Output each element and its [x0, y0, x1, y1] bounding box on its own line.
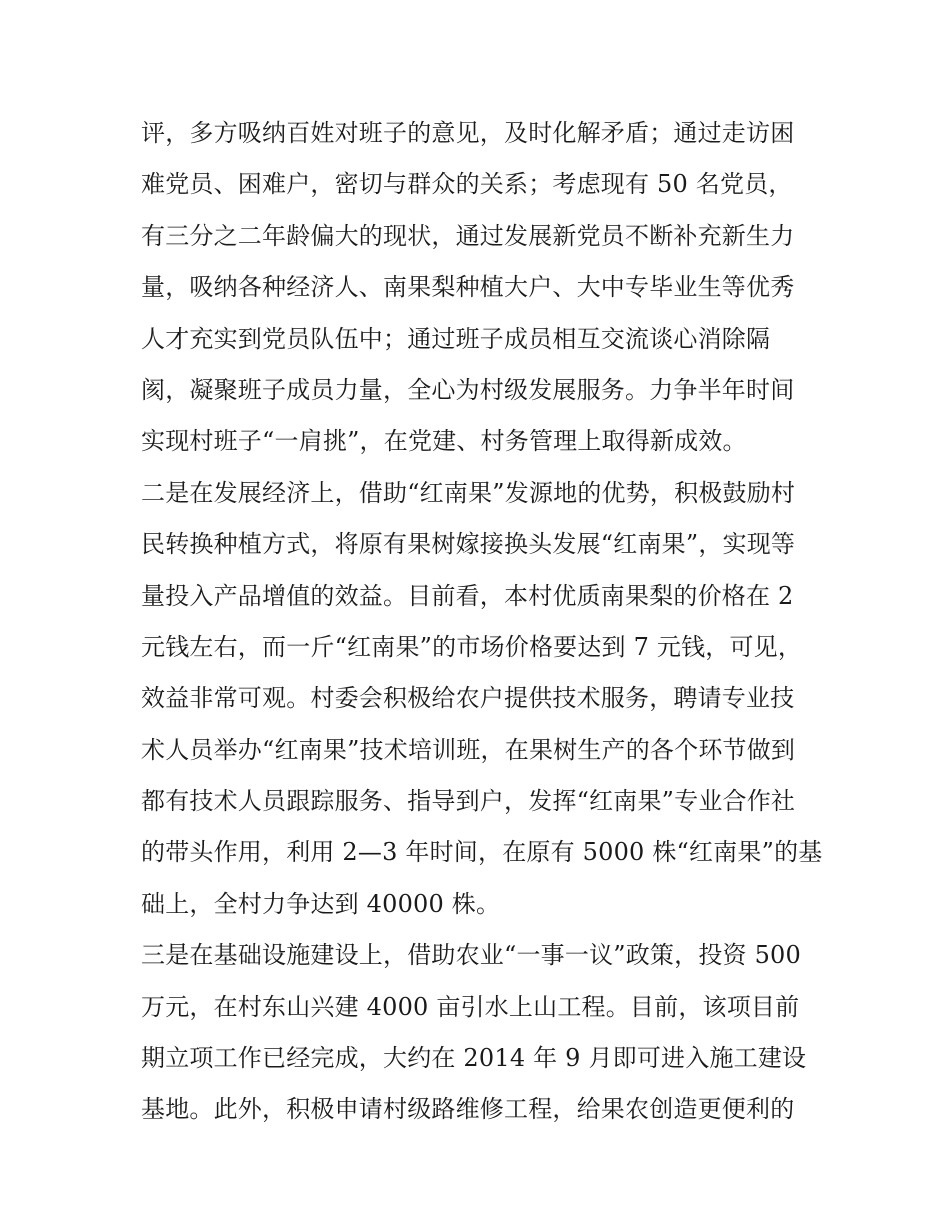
- text-line: 评，多方吸纳百姓对班子的意见，及时化解矛盾；通过走访困: [141, 119, 795, 147]
- text-line: 民转换种植方式，将原有果树嫁接换头发展“红南果”，实现等: [141, 530, 796, 559]
- text-line: 万元，在村东山兴建 4000 亩引水上山工程。目前，该项目前: [141, 992, 800, 1021]
- text-line: 元钱左右，而一斤“红南果”的市场价格要达到 7 元钱，可见，: [141, 632, 803, 661]
- text-line: 量投入产品增值的效益。目前看，本村优质南果梨的价格在 2: [141, 581, 794, 610]
- text-line: 有三分之二年龄偏大的现状，通过发展新党员不断补充新生力: [141, 221, 795, 250]
- text-line: 实现村班子“一肩挑”，在党建、村务管理上取得新成效。: [141, 427, 747, 456]
- text-line: 二是在发展经济上，借助“红南果”发源地的优势，积极鼓励村: [141, 478, 796, 507]
- text-line: 效益非常可观。村委会积极给农户提供技术服务，聘请专业技: [141, 684, 795, 713]
- text-line: 都有技术人员跟踪服务、指导到户，发挥“红南果”专业合作社: [141, 787, 796, 816]
- text-line: 础上，全村力争达到 40000 株。: [141, 889, 501, 918]
- text-line: 阂，凝聚班子成员力量，全心为村级发展服务。力争半年时间: [141, 375, 795, 404]
- text-line: 的带头作用，利用 2—3 年时间，在原有 5000 株“红南果”的基: [141, 838, 823, 867]
- text-line: 量，吸纳各种经济人、南果梨种植大户、大中专毕业生等优秀: [141, 273, 795, 302]
- text-line: 人才充实到党员队伍中；通过班子成员相互交流谈心消除隔: [141, 324, 771, 353]
- text-line: 三是在基础设施建设上，借助农业“一事一议”政策，投资 500: [141, 941, 801, 970]
- text-line: 术人员举办“红南果”技术培训班，在果树生产的各个环节做到: [141, 735, 796, 764]
- document-body: [141, 108, 821, 1136]
- text-line: 期立项工作已经完成，大约在 2014 年 9 月即可进入施工建设: [141, 1044, 807, 1073]
- text-line: 难党员、困难户，密切与群众的关系；考虑现有 50 名党员，: [141, 170, 793, 199]
- text-line: 基地。此外，积极申请村级路维修工程，给果农创造更便利的: [141, 1095, 795, 1124]
